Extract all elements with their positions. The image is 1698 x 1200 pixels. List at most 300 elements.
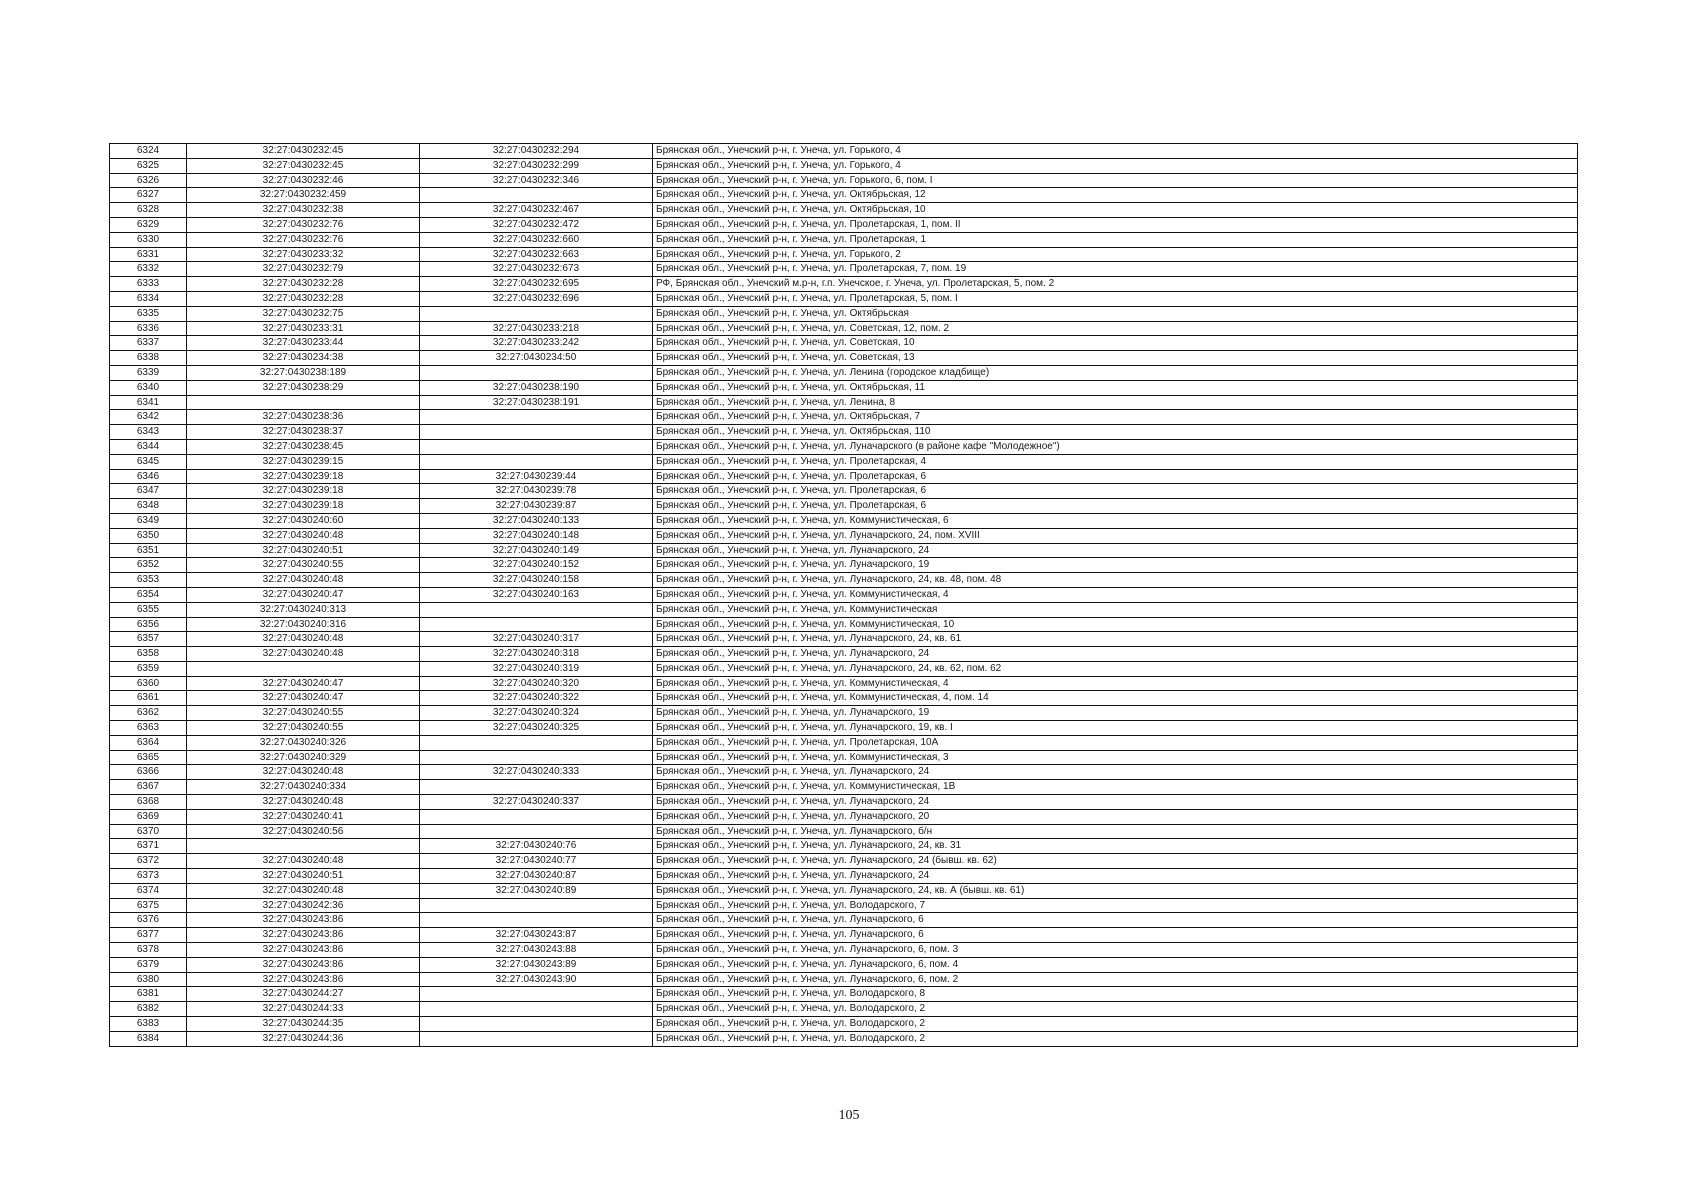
- address-cell: Брянская обл., Унечский р-н, г. Унеча, ул. Луначарского, 6, пом. 3: [653, 943, 1578, 958]
- address-cell: Брянская обл., Унечский р-н, г. Унеча, ул. Пролетарская, 5, пом. I: [653, 291, 1578, 306]
- table-row: [110, 513, 1578, 528]
- table-row: [110, 721, 1578, 736]
- property-registry-table: [109, 143, 1578, 1047]
- table-row: [110, 484, 1578, 499]
- address-cell: Брянская обл., Унечский р-н, г. Унеча, ул. Коммунистическая, 4: [653, 676, 1578, 691]
- table-row: [110, 587, 1578, 602]
- address-cell: Брянская обл., Унечский р-н, г. Унеча, ул. Луначарского, 24, кв. 48, пом. 48: [653, 573, 1578, 588]
- table-row: [110, 291, 1578, 306]
- address-cell: Брянская обл., Унечский р-н, г. Унеча, ул. Луначарского, 24: [653, 647, 1578, 662]
- address-cell: Брянская обл., Унечский р-н, г. Унеча, ул. Луначарского, 24, пом. XVIII: [653, 528, 1578, 543]
- address-cell: Брянская обл., Унечский р-н, г. Унеча, ул. Коммунистическая, 4, пом. 14: [653, 691, 1578, 706]
- table-row: [110, 972, 1578, 987]
- address-cell: Брянская обл., Унечский р-н, г. Унеча, ул. Коммунистическая: [653, 602, 1578, 617]
- address-cell: Брянская обл., Унечский р-н, г. Унеча, ул. Луначарского, 6, пом. 2: [653, 972, 1578, 987]
- land-plot-cadastral-number-cell: 32:27:0430244:33: [187, 1002, 420, 1017]
- land-plot-cadastral-number-cell: 32:27:0430243:86: [187, 928, 420, 943]
- row-number-cell: 6337: [110, 336, 187, 351]
- table-row: [110, 439, 1578, 454]
- table-row: [110, 528, 1578, 543]
- object-cadastral-number-cell: 32:27:0430232:299: [420, 158, 653, 173]
- row-number-cell: 6356: [110, 617, 187, 632]
- row-number-cell: 6328: [110, 203, 187, 218]
- row-number-cell: 6358: [110, 647, 187, 662]
- row-number-cell: 6361: [110, 691, 187, 706]
- object-cadastral-number-cell: 32:27:0430243:89: [420, 957, 653, 972]
- object-cadastral-number-cell: 32:27:0430240:324: [420, 706, 653, 721]
- row-number-cell: 6377: [110, 928, 187, 943]
- table-row: [110, 1017, 1578, 1032]
- table-row: [110, 203, 1578, 218]
- row-number-cell: 6334: [110, 291, 187, 306]
- address-cell: Брянская обл., Унечский р-н, г. Унеча, ул. Пролетарская, 4: [653, 454, 1578, 469]
- row-number-cell: 6348: [110, 499, 187, 514]
- row-number-cell: 6352: [110, 558, 187, 573]
- object-cadastral-number-cell: 32:27:0430240:322: [420, 691, 653, 706]
- row-number-cell: 6381: [110, 987, 187, 1002]
- address-cell: Брянская обл., Унечский р-н, г. Унеча, ул. Пролетарская, 10А: [653, 735, 1578, 750]
- land-plot-cadastral-number-cell: 32:27:0430240:326: [187, 735, 420, 750]
- row-number-cell: 6345: [110, 454, 187, 469]
- address-cell: Брянская обл., Унечский р-н, г. Унеча, ул. Луначарского, 19: [653, 706, 1578, 721]
- object-cadastral-number-cell: 32:27:0430240:333: [420, 765, 653, 780]
- land-plot-cadastral-number-cell: 32:27:0430240:41: [187, 809, 420, 824]
- land-plot-cadastral-number-cell: 32:27:0430232:46: [187, 173, 420, 188]
- object-cadastral-number-cell: [420, 809, 653, 824]
- row-number-cell: 6342: [110, 410, 187, 425]
- row-number-cell: 6367: [110, 780, 187, 795]
- land-plot-cadastral-number-cell: 32:27:0430240:60: [187, 513, 420, 528]
- table-row: [110, 839, 1578, 854]
- table-row: [110, 499, 1578, 514]
- land-plot-cadastral-number-cell: 32:27:0430238:37: [187, 425, 420, 440]
- row-number-cell: 6333: [110, 277, 187, 292]
- address-cell: Брянская обл., Унечский р-н, г. Унеча, ул. Ленина, 8: [653, 395, 1578, 410]
- object-cadastral-number-cell: 32:27:0430240:87: [420, 869, 653, 884]
- table-row: [110, 735, 1578, 750]
- row-number-cell: 6373: [110, 869, 187, 884]
- row-number-cell: 6338: [110, 351, 187, 366]
- table-row: [110, 351, 1578, 366]
- object-cadastral-number-cell: 32:27:0430240:317: [420, 632, 653, 647]
- table-row: [110, 1031, 1578, 1046]
- page-number: 105: [838, 1108, 860, 1123]
- object-cadastral-number-cell: 32:27:0430240:149: [420, 543, 653, 558]
- object-cadastral-number-cell: 32:27:0430238:190: [420, 380, 653, 395]
- land-plot-cadastral-number-cell: 32:27:0430238:45: [187, 439, 420, 454]
- land-plot-cadastral-number-cell: 32:27:0430243:86: [187, 943, 420, 958]
- row-number-cell: 6369: [110, 809, 187, 824]
- table-row: [110, 395, 1578, 410]
- table-row: [110, 217, 1578, 232]
- land-plot-cadastral-number-cell: 32:27:0430232:38: [187, 203, 420, 218]
- address-cell: Брянская обл., Унечский р-н, г. Унеча, ул. Советская, 12, пом. 2: [653, 321, 1578, 336]
- table-row: [110, 158, 1578, 173]
- object-cadastral-number-cell: 32:27:0430238:191: [420, 395, 653, 410]
- object-cadastral-number-cell: 32:27:0430240:158: [420, 573, 653, 588]
- address-cell: Брянская обл., Унечский р-н, г. Унеча, ул. Луначарского, 24: [653, 795, 1578, 810]
- table-row: [110, 691, 1578, 706]
- land-plot-cadastral-number-cell: 32:27:0430240:329: [187, 750, 420, 765]
- land-plot-cadastral-number-cell: 32:27:0430240:55: [187, 721, 420, 736]
- object-cadastral-number-cell: [420, 410, 653, 425]
- table-row: [110, 824, 1578, 839]
- address-cell: Брянская обл., Унечский р-н, г. Унеча, ул. Коммунистическая, 3: [653, 750, 1578, 765]
- row-number-cell: 6331: [110, 247, 187, 262]
- object-cadastral-number-cell: [420, 898, 653, 913]
- object-cadastral-number-cell: 32:27:0430234:50: [420, 351, 653, 366]
- row-number-cell: 6332: [110, 262, 187, 277]
- land-plot-cadastral-number-cell: 32:27:0430238:189: [187, 365, 420, 380]
- row-number-cell: 6349: [110, 513, 187, 528]
- land-plot-cadastral-number-cell: 32:27:0430239:15: [187, 454, 420, 469]
- address-cell: Брянская обл., Унечский р-н, г. Унеча, ул. Октябрьская, 110: [653, 425, 1578, 440]
- table-row: [110, 247, 1578, 262]
- row-number-cell: 6375: [110, 898, 187, 913]
- object-cadastral-number-cell: 32:27:0430240:77: [420, 854, 653, 869]
- row-number-cell: 6341: [110, 395, 187, 410]
- object-cadastral-number-cell: [420, 987, 653, 1002]
- row-number-cell: 6339: [110, 365, 187, 380]
- table-row: [110, 321, 1578, 336]
- object-cadastral-number-cell: 32:27:0430232:467: [420, 203, 653, 218]
- address-cell: Брянская обл., Унечский р-н, г. Унеча, ул. Луначарского, 6, пом. 4: [653, 957, 1578, 972]
- land-plot-cadastral-number-cell: [187, 395, 420, 410]
- table-row: [110, 558, 1578, 573]
- table-row: [110, 854, 1578, 869]
- address-cell: Брянская обл., Унечский р-н, г. Унеча, ул. Луначарского, 24, кв. А (бывш. кв. 61): [653, 883, 1578, 898]
- land-plot-cadastral-number-cell: 32:27:0430244:36: [187, 1031, 420, 1046]
- address-cell: Брянская обл., Унечский р-н, г. Унеча, ул. Володарского, 7: [653, 898, 1578, 913]
- row-number-cell: 6371: [110, 839, 187, 854]
- table-row: [110, 987, 1578, 1002]
- table-row: [110, 232, 1578, 247]
- address-cell: Брянская обл., Унечский р-н, г. Унеча, ул. Луначарского (в районе кафе "Молодежное"): [653, 439, 1578, 454]
- object-cadastral-number-cell: 32:27:0430239:87: [420, 499, 653, 514]
- row-number-cell: 6365: [110, 750, 187, 765]
- land-plot-cadastral-number-cell: 32:27:0430240:48: [187, 573, 420, 588]
- address-cell: Брянская обл., Унечский р-н, г. Унеча, ул. Горького, 2: [653, 247, 1578, 262]
- object-cadastral-number-cell: 32:27:0430232:472: [420, 217, 653, 232]
- address-cell: Брянская обл., Унечский р-н, г. Унеча, ул. Луначарского, 24: [653, 543, 1578, 558]
- object-cadastral-number-cell: 32:27:0430232:663: [420, 247, 653, 262]
- table-row: [110, 454, 1578, 469]
- row-number-cell: 6368: [110, 795, 187, 810]
- table-row: [110, 957, 1578, 972]
- table-row: [110, 425, 1578, 440]
- row-number-cell: 6340: [110, 380, 187, 395]
- address-cell: Брянская обл., Унечский р-н, г. Унеча, ул. Горького, 4: [653, 158, 1578, 173]
- land-plot-cadastral-number-cell: 32:27:0430240:48: [187, 795, 420, 810]
- table-row: [110, 750, 1578, 765]
- row-number-cell: 6364: [110, 735, 187, 750]
- row-number-cell: 6343: [110, 425, 187, 440]
- table-row: [110, 380, 1578, 395]
- table-row: [110, 943, 1578, 958]
- table-row: [110, 306, 1578, 321]
- land-plot-cadastral-number-cell: 32:27:0430240:51: [187, 869, 420, 884]
- row-number-cell: 6374: [110, 883, 187, 898]
- land-plot-cadastral-number-cell: 32:27:0430232:45: [187, 158, 420, 173]
- table-row: [110, 795, 1578, 810]
- address-cell: Брянская обл., Унечский р-н, г. Унеча, ул. Коммунистическая, 4: [653, 587, 1578, 602]
- land-plot-cadastral-number-cell: 32:27:0430240:48: [187, 632, 420, 647]
- row-number-cell: 6350: [110, 528, 187, 543]
- object-cadastral-number-cell: [420, 750, 653, 765]
- row-number-cell: 6378: [110, 943, 187, 958]
- object-cadastral-number-cell: [420, 1002, 653, 1017]
- address-cell: Брянская обл., Унечский р-н, г. Унеча, ул. Луначарского, 6: [653, 913, 1578, 928]
- object-cadastral-number-cell: 32:27:0430240:325: [420, 721, 653, 736]
- table-row: [110, 883, 1578, 898]
- table-row: [110, 1002, 1578, 1017]
- row-number-cell: 6324: [110, 144, 187, 159]
- land-plot-cadastral-number-cell: 32:27:0430240:47: [187, 587, 420, 602]
- table-row: [110, 809, 1578, 824]
- land-plot-cadastral-number-cell: 32:27:0430240:47: [187, 691, 420, 706]
- address-cell: Брянская обл., Унечский р-н, г. Унеча, ул. Володарского, 2: [653, 1002, 1578, 1017]
- land-plot-cadastral-number-cell: 32:27:0430240:51: [187, 543, 420, 558]
- land-plot-cadastral-number-cell: 32:27:0430240:48: [187, 647, 420, 662]
- land-plot-cadastral-number-cell: 32:27:0430240:48: [187, 765, 420, 780]
- table-row: [110, 173, 1578, 188]
- land-plot-cadastral-number-cell: 32:27:0430233:44: [187, 336, 420, 351]
- land-plot-cadastral-number-cell: 32:27:0430243:86: [187, 957, 420, 972]
- row-number-cell: 6357: [110, 632, 187, 647]
- address-cell: РФ, Брянская обл., Унечский м.р-н, г.п. Унечское, г. Унеча, ул. Пролетарская, 5, пом. 2: [653, 277, 1578, 292]
- row-number-cell: 6329: [110, 217, 187, 232]
- object-cadastral-number-cell: 32:27:0430240:337: [420, 795, 653, 810]
- address-cell: Брянская обл., Унечский р-н, г. Унеча, ул. Луначарского, 24: [653, 765, 1578, 780]
- object-cadastral-number-cell: [420, 735, 653, 750]
- row-number-cell: 6327: [110, 188, 187, 203]
- address-cell: Брянская обл., Унечский р-н, г. Унеча, ул. Луначарского, 6: [653, 928, 1578, 943]
- object-cadastral-number-cell: 32:27:0430233:242: [420, 336, 653, 351]
- address-cell: Брянская обл., Унечский р-н, г. Унеча, ул. Луначарского, 24, кв. 31: [653, 839, 1578, 854]
- address-cell: Брянская обл., Унечский р-н, г. Унеча, ул. Луначарского, 19: [653, 558, 1578, 573]
- table-row: [110, 262, 1578, 277]
- object-cadastral-number-cell: [420, 1031, 653, 1046]
- table-row: [110, 543, 1578, 558]
- row-number-cell: 6383: [110, 1017, 187, 1032]
- address-cell: Брянская обл., Унечский р-н, г. Унеча, ул. Луначарского, б/н: [653, 824, 1578, 839]
- object-cadastral-number-cell: 32:27:0430243:90: [420, 972, 653, 987]
- address-cell: Брянская обл., Унечский р-н, г. Унеча, ул. Октябрьская, 11: [653, 380, 1578, 395]
- address-cell: Брянская обл., Унечский р-н, г. Унеча, ул. Коммунистическая, 6: [653, 513, 1578, 528]
- object-cadastral-number-cell: [420, 425, 653, 440]
- row-number-cell: 6355: [110, 602, 187, 617]
- object-cadastral-number-cell: [420, 454, 653, 469]
- land-plot-cadastral-number-cell: 32:27:0430239:18: [187, 499, 420, 514]
- address-cell: Брянская обл., Унечский р-н, г. Унеча, ул. Ленина (городское кладбище): [653, 365, 1578, 380]
- land-plot-cadastral-number-cell: 32:27:0430240:47: [187, 676, 420, 691]
- table-row: [110, 898, 1578, 913]
- object-cadastral-number-cell: 32:27:0430239:78: [420, 484, 653, 499]
- address-cell: Брянская обл., Унечский р-н, г. Унеча, ул. Пролетарская, 6: [653, 484, 1578, 499]
- land-plot-cadastral-number-cell: 32:27:0430243:86: [187, 972, 420, 987]
- row-number-cell: 6344: [110, 439, 187, 454]
- land-plot-cadastral-number-cell: 32:27:0430238:29: [187, 380, 420, 395]
- table-row: [110, 869, 1578, 884]
- row-number-cell: 6359: [110, 661, 187, 676]
- object-cadastral-number-cell: 32:27:0430240:152: [420, 558, 653, 573]
- table-row: [110, 277, 1578, 292]
- address-cell: Брянская обл., Унечский р-н, г. Унеча, ул. Октябрьская: [653, 306, 1578, 321]
- address-cell: Брянская обл., Унечский р-н, г. Унеча, ул. Горького, 4: [653, 144, 1578, 159]
- address-cell: Брянская обл., Унечский р-н, г. Унеча, ул. Октябрьская, 10: [653, 203, 1578, 218]
- object-cadastral-number-cell: [420, 1017, 653, 1032]
- object-cadastral-number-cell: 32:27:0430232:696: [420, 291, 653, 306]
- object-cadastral-number-cell: 32:27:0430240:133: [420, 513, 653, 528]
- object-cadastral-number-cell: [420, 617, 653, 632]
- object-cadastral-number-cell: [420, 188, 653, 203]
- object-cadastral-number-cell: 32:27:0430232:346: [420, 173, 653, 188]
- land-plot-cadastral-number-cell: 32:27:0430232:459: [187, 188, 420, 203]
- address-cell: Брянская обл., Унечский р-н, г. Унеча, ул. Луначарского, 24 (бывш. кв. 62): [653, 854, 1578, 869]
- land-plot-cadastral-number-cell: 32:27:0430232:75: [187, 306, 420, 321]
- address-cell: Брянская обл., Унечский р-н, г. Унеча, ул. Советская, 13: [653, 351, 1578, 366]
- object-cadastral-number-cell: 32:27:0430232:660: [420, 232, 653, 247]
- table-row: [110, 706, 1578, 721]
- land-plot-cadastral-number-cell: 32:27:0430240:48: [187, 854, 420, 869]
- table-row: [110, 913, 1578, 928]
- object-cadastral-number-cell: 32:27:0430239:44: [420, 469, 653, 484]
- row-number-cell: 6376: [110, 913, 187, 928]
- table-row: [110, 765, 1578, 780]
- row-number-cell: 6380: [110, 972, 187, 987]
- row-number-cell: 6347: [110, 484, 187, 499]
- table-row: [110, 573, 1578, 588]
- row-number-cell: 6382: [110, 1002, 187, 1017]
- object-cadastral-number-cell: 32:27:0430232:294: [420, 144, 653, 159]
- address-cell: Брянская обл., Унечский р-н, г. Унеча, ул. Пролетарская, 6: [653, 499, 1578, 514]
- land-plot-cadastral-number-cell: 32:27:0430238:36: [187, 410, 420, 425]
- address-cell: Брянская обл., Унечский р-н, г. Унеча, ул. Пролетарская, 1, пом. II: [653, 217, 1578, 232]
- land-plot-cadastral-number-cell: 32:27:0430239:18: [187, 469, 420, 484]
- row-number-cell: 6351: [110, 543, 187, 558]
- object-cadastral-number-cell: 32:27:0430243:87: [420, 928, 653, 943]
- land-plot-cadastral-number-cell: 32:27:0430240:55: [187, 706, 420, 721]
- object-cadastral-number-cell: 32:27:0430240:148: [420, 528, 653, 543]
- table-row: [110, 144, 1578, 159]
- row-number-cell: 6366: [110, 765, 187, 780]
- row-number-cell: 6353: [110, 573, 187, 588]
- object-cadastral-number-cell: [420, 824, 653, 839]
- object-cadastral-number-cell: 32:27:0430233:218: [420, 321, 653, 336]
- table-row: [110, 365, 1578, 380]
- land-plot-cadastral-number-cell: 32:27:0430240:48: [187, 883, 420, 898]
- address-cell: Брянская обл., Унечский р-н, г. Унеча, ул. Горького, 6, пом. I: [653, 173, 1578, 188]
- land-plot-cadastral-number-cell: 32:27:0430232:76: [187, 232, 420, 247]
- row-number-cell: 6372: [110, 854, 187, 869]
- row-number-cell: 6379: [110, 957, 187, 972]
- land-plot-cadastral-number-cell: 32:27:0430232:28: [187, 291, 420, 306]
- registry-table-body: [110, 144, 1578, 1047]
- object-cadastral-number-cell: [420, 365, 653, 380]
- object-cadastral-number-cell: 32:27:0430240:319: [420, 661, 653, 676]
- object-cadastral-number-cell: [420, 439, 653, 454]
- object-cadastral-number-cell: 32:27:0430243:88: [420, 943, 653, 958]
- land-plot-cadastral-number-cell: [187, 839, 420, 854]
- object-cadastral-number-cell: [420, 780, 653, 795]
- row-number-cell: 6363: [110, 721, 187, 736]
- land-plot-cadastral-number-cell: 32:27:0430233:31: [187, 321, 420, 336]
- address-cell: Брянская обл., Унечский р-н, г. Унеча, ул. Володарского, 8: [653, 987, 1578, 1002]
- object-cadastral-number-cell: [420, 602, 653, 617]
- table-row: [110, 469, 1578, 484]
- land-plot-cadastral-number-cell: 32:27:0430232:76: [187, 217, 420, 232]
- table-row: [110, 676, 1578, 691]
- land-plot-cadastral-number-cell: 32:27:0430240:313: [187, 602, 420, 617]
- table-row: [110, 602, 1578, 617]
- row-number-cell: 6354: [110, 587, 187, 602]
- table-row: [110, 632, 1578, 647]
- address-cell: Брянская обл., Унечский р-н, г. Унеча, ул. Пролетарская, 1: [653, 232, 1578, 247]
- address-cell: Брянская обл., Унечский р-н, г. Унеча, ул. Коммунистическая, 10: [653, 617, 1578, 632]
- land-plot-cadastral-number-cell: 32:27:0430233:32: [187, 247, 420, 262]
- object-cadastral-number-cell: 32:27:0430232:695: [420, 277, 653, 292]
- land-plot-cadastral-number-cell: 32:27:0430240:334: [187, 780, 420, 795]
- address-cell: Брянская обл., Унечский р-н, г. Унеча, ул. Луначарского, 19, кв. I: [653, 721, 1578, 736]
- address-cell: Брянская обл., Унечский р-н, г. Унеча, ул. Луначарского, 24: [653, 869, 1578, 884]
- row-number-cell: 6346: [110, 469, 187, 484]
- object-cadastral-number-cell: 32:27:0430240:76: [420, 839, 653, 854]
- land-plot-cadastral-number-cell: 32:27:0430240:316: [187, 617, 420, 632]
- row-number-cell: 6384: [110, 1031, 187, 1046]
- row-number-cell: 6326: [110, 173, 187, 188]
- address-cell: Брянская обл., Унечский р-н, г. Унеча, ул. Луначарского, 24, кв. 61: [653, 632, 1578, 647]
- object-cadastral-number-cell: [420, 913, 653, 928]
- land-plot-cadastral-number-cell: 32:27:0430240:48: [187, 528, 420, 543]
- row-number-cell: 6336: [110, 321, 187, 336]
- land-plot-cadastral-number-cell: 32:27:0430244:27: [187, 987, 420, 1002]
- land-plot-cadastral-number-cell: [187, 661, 420, 676]
- object-cadastral-number-cell: 32:27:0430240:320: [420, 676, 653, 691]
- address-cell: Брянская обл., Унечский р-н, г. Унеча, ул. Луначарского, 20: [653, 809, 1578, 824]
- table-row: [110, 661, 1578, 676]
- object-cadastral-number-cell: [420, 306, 653, 321]
- table-row: [110, 647, 1578, 662]
- land-plot-cadastral-number-cell: 32:27:0430240:55: [187, 558, 420, 573]
- table-row: [110, 188, 1578, 203]
- row-number-cell: 6330: [110, 232, 187, 247]
- land-plot-cadastral-number-cell: 32:27:0430234:38: [187, 351, 420, 366]
- row-number-cell: 6370: [110, 824, 187, 839]
- row-number-cell: 6335: [110, 306, 187, 321]
- land-plot-cadastral-number-cell: 32:27:0430244:35: [187, 1017, 420, 1032]
- address-cell: Брянская обл., Унечский р-н, г. Унеча, ул. Пролетарская, 6: [653, 469, 1578, 484]
- address-cell: Брянская обл., Унечский р-н, г. Унеча, ул. Коммунистическая, 1В: [653, 780, 1578, 795]
- table-row: [110, 336, 1578, 351]
- land-plot-cadastral-number-cell: 32:27:0430243:86: [187, 913, 420, 928]
- table-row: [110, 928, 1578, 943]
- land-plot-cadastral-number-cell: 32:27:0430232:79: [187, 262, 420, 277]
- row-number-cell: 6360: [110, 676, 187, 691]
- land-plot-cadastral-number-cell: 32:27:0430239:18: [187, 484, 420, 499]
- object-cadastral-number-cell: 32:27:0430240:163: [420, 587, 653, 602]
- address-cell: Брянская обл., Унечский р-н, г. Унеча, ул. Советская, 10: [653, 336, 1578, 351]
- table-row: [110, 617, 1578, 632]
- address-cell: Брянская обл., Унечский р-н, г. Унеча, ул. Володарского, 2: [653, 1031, 1578, 1046]
- address-cell: Брянская обл., Унечский р-н, г. Унеча, ул. Пролетарская, 7, пом. 19: [653, 262, 1578, 277]
- object-cadastral-number-cell: 32:27:0430232:673: [420, 262, 653, 277]
- object-cadastral-number-cell: 32:27:0430240:318: [420, 647, 653, 662]
- land-plot-cadastral-number-cell: 32:27:0430240:56: [187, 824, 420, 839]
- address-cell: Брянская обл., Унечский р-н, г. Унеча, ул. Октябрьская, 7: [653, 410, 1578, 425]
- address-cell: Брянская обл., Унечский р-н, г. Унеча, ул. Луначарского, 24, кв. 62, пом. 62: [653, 661, 1578, 676]
- row-number-cell: 6362: [110, 706, 187, 721]
- address-cell: Брянская обл., Унечский р-н, г. Унеча, ул. Володарского, 2: [653, 1017, 1578, 1032]
